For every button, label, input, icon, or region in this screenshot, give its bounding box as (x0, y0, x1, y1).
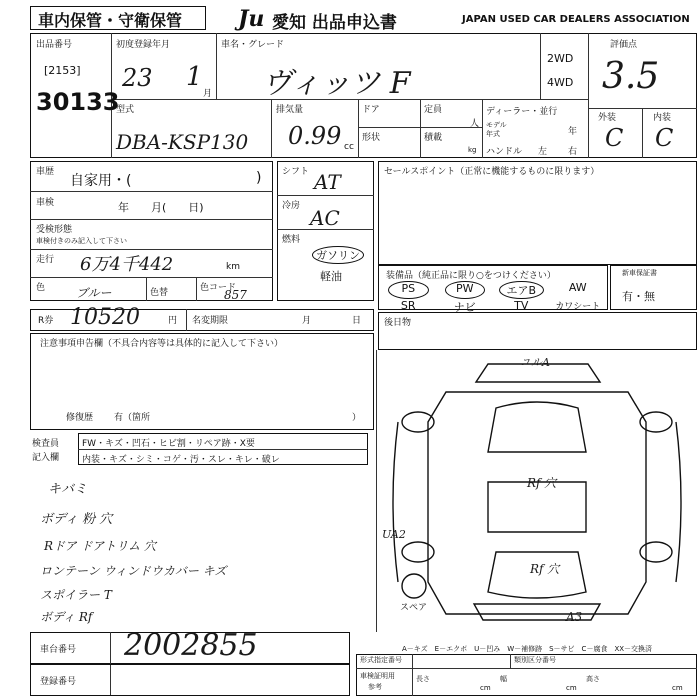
note-line-1: キバミ (48, 482, 88, 497)
deadline-day: 日 (352, 316, 362, 326)
note-line-4: ロンテーン ウィンドウカバー キズ (40, 564, 227, 578)
load-unit: kg (468, 146, 477, 154)
equip-ps: PS (388, 281, 429, 299)
cert-label: 車検証明用 (360, 672, 395, 680)
lot-number: 30133 (36, 88, 120, 116)
displacement-value: 0.99 (288, 122, 342, 150)
org-subtitle: JAPAN USED CAR DEALERS ASSOCIATION (462, 14, 690, 25)
handle-left: 左 (538, 147, 548, 157)
mileage-value: 6万4千442 (80, 254, 174, 275)
fuel-diesel: 軽油 (320, 270, 342, 283)
model-year-label: モデル (486, 121, 507, 129)
displacement-unit: cc (344, 142, 354, 152)
shape-label: 形状 (362, 133, 381, 143)
fuel-label: 燃料 (282, 235, 301, 245)
height-label: 高さ (586, 675, 600, 683)
name-label: 車名・グレード (221, 40, 285, 50)
equip-aw: AW (568, 281, 587, 294)
mileage-unit: km (226, 262, 240, 272)
handle-label: ハンドル (486, 147, 523, 157)
sales-label: セールスポイント（正常に機能するものに限ります） (384, 167, 600, 177)
drive-4wd: 4WD (547, 76, 574, 89)
diagram-side-note: UA2 (382, 528, 406, 541)
color-label: 色 (36, 283, 46, 293)
inspector-line2: 内装・キズ・シミ・コゲ・汚・スレ・キレ・破レ (82, 455, 280, 465)
repair-label: 修復歴 (66, 413, 94, 423)
rear-frame (378, 312, 697, 350)
note-line-3: Rドア ドアトリム 穴 (44, 539, 156, 553)
inspector-label1: 検査員 (32, 439, 60, 449)
inspection-value: 年 月( 日) (118, 201, 204, 214)
color-change-label: 色替 (150, 288, 169, 298)
inspection-label: 車検 (36, 198, 55, 208)
warranty-label: 新車保証書 (622, 269, 657, 277)
rear-label: 後日物 (384, 318, 412, 328)
interior-label: 内装 (653, 113, 672, 123)
history-close: ) (256, 170, 262, 186)
interior-grade: C (655, 124, 674, 152)
aircon-value: AC (310, 206, 340, 230)
note-line-5: スポイラー T (40, 588, 112, 602)
handle-right: 右 (568, 147, 578, 157)
chassis-label: 車台番号 (40, 645, 77, 655)
displacement-label: 排気量 (276, 105, 304, 115)
form-ref-label: 形式指定番号 (360, 656, 402, 664)
chassis-value: 2002855 (124, 628, 258, 663)
capacity-label: 定員 (424, 105, 443, 115)
equip-pw: PW (445, 281, 486, 299)
notes-label: 注意事項申告欄（不具合内容等は具体的に記入して下さい） (40, 339, 284, 349)
fuel-gas: ガソリン (312, 246, 364, 264)
spare-label: スペア (400, 603, 428, 613)
diagram-top-note: ユルA (520, 356, 550, 369)
deadline-month: 月 (302, 316, 312, 326)
color-code-label: 色コード (200, 283, 237, 293)
dealer-label: ディーラー・並行 (486, 107, 558, 117)
diagram-front-label: Rf 穴 (527, 476, 557, 490)
inspector-line1: FW・キズ・凹石・ヒビ割・リペア跡・X要 (82, 439, 255, 449)
registration-frame (30, 664, 350, 696)
lot-small-number: [2153] (44, 64, 81, 77)
exterior-grade: C (605, 124, 624, 152)
shift-value: AT (314, 170, 341, 194)
class-ref-label: 類別区分番号 (514, 656, 556, 664)
org-title: 愛知 出品申込書 (272, 13, 397, 33)
load-label: 積載 (424, 133, 443, 143)
storage-title: 車内保管・守衛保管 (38, 11, 183, 30)
deadline-label: 名変期限 (192, 316, 229, 326)
model-label: 型式 (116, 105, 135, 115)
length-cm: cm (480, 684, 491, 692)
name-value: ヴィッツ F (262, 66, 411, 101)
color-code-value: 857 (224, 288, 247, 302)
diagram-rear-label: Rf 穴 (530, 562, 560, 576)
width-label: 幅 (500, 675, 507, 683)
logo-mark: Ju (238, 6, 265, 32)
score-value: 3.5 (602, 56, 660, 97)
recycle-unit: 円 (168, 316, 178, 326)
door-label: ドア (362, 105, 380, 115)
drive-2wd: 2WD (547, 52, 574, 65)
height-cm: cm (672, 684, 683, 692)
aircon-label: 冷房 (282, 201, 301, 211)
reg-label: 初度登録年月 (116, 40, 171, 50)
diagram-bottom-note: A3 (566, 610, 583, 624)
recycle-label: R券 (38, 316, 54, 326)
lot-label: 出品番号 (36, 40, 73, 50)
note-line-2: ボディ 粉 穴 (40, 512, 113, 527)
capacity-unit: 人 (470, 119, 480, 129)
reg-month: 1 (186, 62, 203, 92)
model-year-label2: 年式 (486, 130, 500, 138)
diagram-legend: A－キズ E－エクボ U－凹み W－補修跡 S－サビ C－腐食 XX－交換済 (402, 645, 653, 653)
shift-label: シフト (282, 167, 310, 177)
repair-close: ） (352, 413, 362, 423)
reg-year: 23 (122, 64, 153, 92)
score-label: 評価点 (610, 40, 638, 50)
equip-label: 装備品（純正品に限り○をつけください） (386, 271, 556, 281)
exterior-label: 外装 (598, 113, 617, 123)
equip-tv: TV (514, 299, 529, 312)
equip-navi: ナビ (453, 301, 476, 314)
year-unit: 年 (568, 127, 578, 137)
recycle-value: 10520 (70, 305, 140, 330)
history-label: 車歴 (36, 167, 55, 177)
cert-sub: 参考 (368, 683, 382, 691)
receive-note: 車検付きのみ記入して下さい (36, 237, 127, 245)
registration-label: 登録番号 (40, 677, 77, 687)
mileage-label: 走行 (36, 255, 55, 265)
receive-label: 受検形態 (36, 225, 73, 235)
inspector-label2: 記入欄 (32, 453, 60, 463)
width-cm: cm (566, 684, 577, 692)
equip-grid (380, 281, 606, 314)
note-line-6: ボディ Rf (40, 610, 93, 624)
model-value: DBA-KSP130 (116, 130, 249, 154)
equip-leather-seat: カワシート (555, 302, 601, 312)
length-label: 長さ (416, 675, 430, 683)
equip-sr: SR (400, 299, 416, 312)
repair-value: 有（箇所 (114, 413, 151, 423)
equip-airbag: エアB (499, 281, 544, 299)
history-value: 自家用・( (70, 173, 132, 189)
warranty-options: 有・無 (622, 290, 655, 303)
reg-month-unit: 月 (203, 89, 213, 99)
color-value: ブルー (76, 286, 112, 300)
